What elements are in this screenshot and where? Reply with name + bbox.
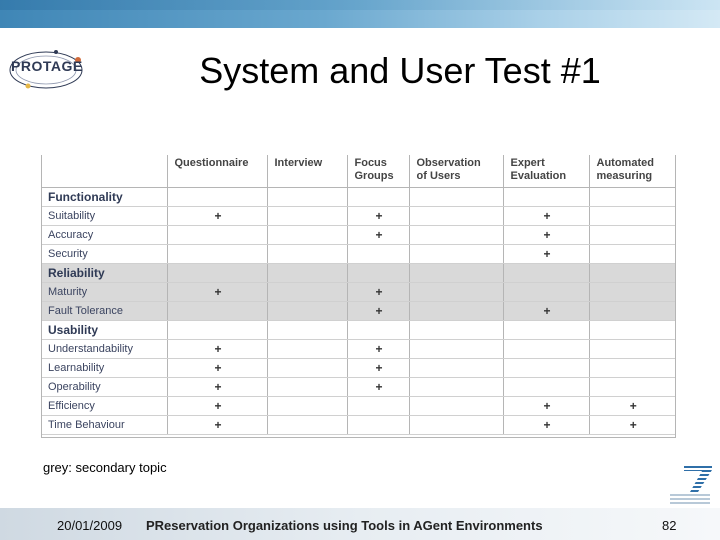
column-header-line: Groups — [354, 170, 394, 182]
matrix-cell: + — [167, 207, 267, 226]
matrix-cell — [167, 188, 267, 207]
matrix-cell — [503, 321, 589, 340]
footer-date: 20/01/2009 — [57, 518, 123, 533]
matrix-cell: + — [167, 359, 267, 378]
row-label: Fault Tolerance — [42, 302, 167, 321]
matrix-cell — [267, 378, 347, 397]
matrix-cell — [347, 321, 409, 340]
logo-text: PROTAGE — [11, 58, 83, 74]
column-header — [409, 155, 503, 188]
matrix-cell — [409, 226, 503, 245]
column-header-line: Evaluation — [510, 170, 567, 182]
matrix-cell — [409, 188, 503, 207]
matrix-cell — [409, 340, 503, 359]
matrix-cell — [409, 245, 503, 264]
matrix-cell: + — [347, 359, 409, 378]
matrix-cell — [347, 264, 409, 283]
matrix-cell — [267, 359, 347, 378]
matrix-cell — [267, 321, 347, 340]
matrix-cell: + — [167, 340, 267, 359]
matrix-cell — [409, 321, 503, 340]
matrix-cell — [409, 416, 503, 435]
matrix-cell: + — [167, 416, 267, 435]
table-body — [42, 188, 675, 435]
matrix-cell — [503, 340, 589, 359]
matrix-cell: + — [589, 397, 675, 416]
matrix-cell — [409, 359, 503, 378]
table-row — [42, 226, 675, 245]
matrix-cell — [589, 207, 675, 226]
section-row — [42, 188, 675, 207]
matrix-cell — [409, 302, 503, 321]
matrix-cell — [267, 340, 347, 359]
matrix-cell — [267, 302, 347, 321]
matrix-cell — [503, 283, 589, 302]
table-row — [42, 207, 675, 226]
matrix-cell — [589, 359, 675, 378]
table-row — [42, 245, 675, 264]
matrix-cell: + — [503, 245, 589, 264]
fp7-seven-icon — [664, 462, 714, 506]
page-number: 82 — [662, 518, 677, 533]
matrix-cell — [167, 245, 267, 264]
column-header-line: of Users — [416, 170, 461, 182]
matrix-cell — [589, 302, 675, 321]
matrix-cell — [409, 378, 503, 397]
matrix-cell — [167, 264, 267, 283]
matrix-cell — [347, 397, 409, 416]
matrix-cell — [589, 226, 675, 245]
column-header-line: Expert — [510, 157, 545, 169]
matrix-cell — [503, 264, 589, 283]
table-row — [42, 283, 675, 302]
matrix-cell: + — [503, 226, 589, 245]
matrix-cell — [409, 397, 503, 416]
matrix — [42, 155, 675, 435]
matrix-cell — [267, 416, 347, 435]
row-label: Suitability — [42, 207, 167, 226]
matrix-cell — [409, 283, 503, 302]
table-row — [42, 378, 675, 397]
matrix-cell — [503, 359, 589, 378]
matrix-cell — [347, 188, 409, 207]
column-header-line: Questionnaire — [174, 157, 249, 169]
table-row — [42, 416, 675, 435]
fp7-logo — [664, 462, 714, 506]
matrix-cell — [409, 207, 503, 226]
matrix-cell: + — [347, 378, 409, 397]
section-label: Functionality — [42, 188, 167, 207]
matrix-cell: + — [167, 283, 267, 302]
row-label: Security — [42, 245, 167, 264]
row-label: Understandability — [42, 340, 167, 359]
test-matrix-table — [41, 155, 676, 438]
matrix-cell: + — [347, 226, 409, 245]
matrix-cell — [347, 245, 409, 264]
matrix-cell — [589, 321, 675, 340]
column-header-blank — [42, 155, 167, 188]
section-row — [42, 264, 675, 283]
matrix-cell — [589, 245, 675, 264]
matrix-cell — [589, 188, 675, 207]
matrix-cell: + — [503, 207, 589, 226]
matrix-cell — [167, 302, 267, 321]
table-row — [42, 302, 675, 321]
column-header-line: Automated — [596, 157, 654, 169]
matrix-cell — [167, 321, 267, 340]
row-label: Maturity — [42, 283, 167, 302]
header-bar — [0, 0, 720, 28]
matrix-cell — [503, 188, 589, 207]
matrix-cell: + — [347, 283, 409, 302]
matrix-cell — [503, 378, 589, 397]
matrix-cell: + — [167, 378, 267, 397]
matrix-cell: + — [347, 207, 409, 226]
row-label: Time Behaviour — [42, 416, 167, 435]
column-header — [503, 155, 589, 188]
matrix-cell — [267, 397, 347, 416]
matrix-cell — [589, 264, 675, 283]
row-label: Efficiency — [42, 397, 167, 416]
matrix-cell — [267, 283, 347, 302]
matrix-cell: + — [503, 416, 589, 435]
matrix-cell — [267, 207, 347, 226]
matrix-cell — [267, 264, 347, 283]
section-row — [42, 321, 675, 340]
matrix-cell: + — [347, 302, 409, 321]
matrix-cell: + — [503, 397, 589, 416]
column-header-line: Focus — [354, 157, 387, 169]
matrix-cell — [267, 188, 347, 207]
matrix-cell — [409, 264, 503, 283]
section-label: Usability — [42, 321, 167, 340]
matrix-cell: + — [503, 302, 589, 321]
row-label: Learnability — [42, 359, 167, 378]
matrix-cell — [167, 226, 267, 245]
column-header — [267, 155, 347, 188]
table-row — [42, 359, 675, 378]
matrix-cell: + — [347, 340, 409, 359]
row-label: Accuracy — [42, 226, 167, 245]
matrix-cell — [589, 340, 675, 359]
matrix-cell: + — [589, 416, 675, 435]
section-label: Reliability — [42, 264, 167, 283]
matrix-cell: + — [167, 397, 267, 416]
protage-logo — [8, 44, 90, 92]
column-header-line: Observation — [416, 157, 481, 169]
matrix-cell — [267, 226, 347, 245]
legend-note: grey: secondary topic — [43, 460, 167, 475]
table-header-row — [42, 155, 675, 188]
column-header — [589, 155, 675, 188]
column-header — [347, 155, 409, 188]
table-row — [42, 340, 675, 359]
footer-project-name: PReservation Organizations using Tools in AGent Environments — [146, 518, 543, 533]
matrix-cell — [267, 245, 347, 264]
matrix-cell — [347, 416, 409, 435]
column-header-line: Interview — [274, 157, 323, 169]
matrix-cell — [589, 378, 675, 397]
slide-title: System and User Test #1 — [199, 50, 601, 91]
row-label: Operability — [42, 378, 167, 397]
column-header — [167, 155, 267, 188]
column-header-line: measuring — [596, 170, 653, 182]
matrix-cell — [589, 283, 675, 302]
table-row — [42, 397, 675, 416]
header-bar-band — [0, 0, 720, 10]
